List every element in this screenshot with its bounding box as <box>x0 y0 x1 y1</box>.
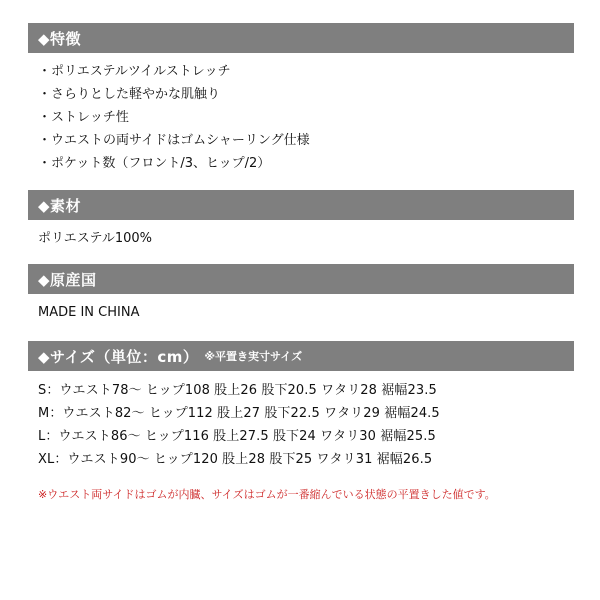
origin-title: ◆原産国 <box>38 270 97 289</box>
feature-item: ・ポリエステルツイルストレッチ <box>38 64 231 79</box>
size-header <box>28 341 574 371</box>
material-value: ポリエステル100% <box>38 231 152 246</box>
size-row-m: M：ウエスト82～ ヒップ112 股上27 股下22.5 ワタリ29 裾幅24.5 <box>38 406 440 421</box>
feature-item: ・さらりとした軽やかな肌触り <box>38 87 221 102</box>
features-header <box>28 23 574 53</box>
origin-value: MADE IN CHINA <box>38 305 140 320</box>
size-row-xl: XL：ウエスト90～ ヒップ120 股上28 股下25 ワタリ31 裾幅26.5 <box>38 452 433 467</box>
material-header <box>28 190 574 220</box>
size-row-s: S：ウエスト78～ ヒップ108 股上26 股下20.5 ワタリ28 裾幅23.5 <box>38 383 437 398</box>
feature-item: ・ウエストの両サイドはゴムシャーリング仕様 <box>38 133 310 148</box>
material-title: ◆素材 <box>38 196 82 215</box>
size-row-l: L：ウエスト86～ ヒップ116 股上27.5 股下24 ワタリ30 裾幅25.5 <box>38 429 436 444</box>
origin-header <box>28 264 574 294</box>
size-note: ※ウエスト両サイドはゴムが内臓、サイズはゴムが一番縮んでいる状態の平置きした値です。 <box>38 488 496 501</box>
size-subtitle: ※平置き実寸サイズ <box>204 350 303 363</box>
features-title: ◆特徴 <box>38 29 82 48</box>
feature-item: ・ポケット数（フロント/3、ヒップ/2） <box>38 156 271 171</box>
feature-item: ・ストレッチ性 <box>38 110 129 125</box>
size-title: ◆サイズ（単位：cm） <box>38 347 199 366</box>
